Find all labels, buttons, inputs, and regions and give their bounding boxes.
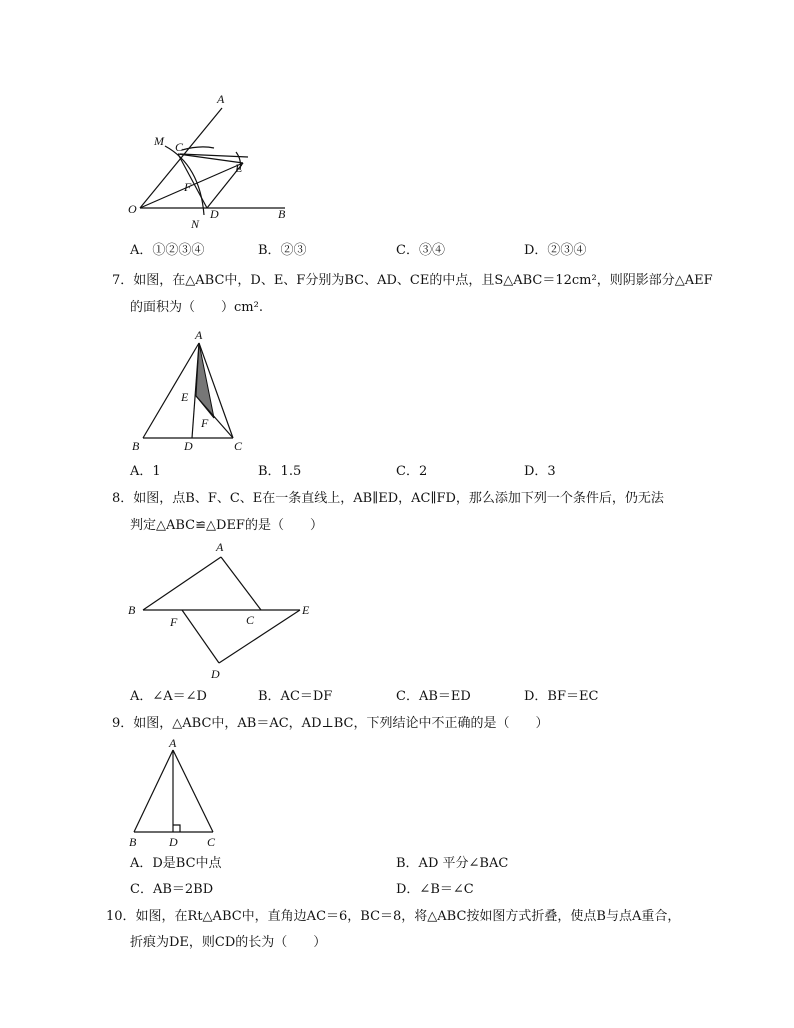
q7-label-F: F [201, 416, 209, 430]
q8-label-A: A [216, 540, 224, 554]
q9-option-c: C．AB＝2BD [130, 882, 214, 897]
q9-side-AC [173, 750, 213, 832]
q7-label-B: B [132, 439, 140, 453]
q8-option-d: D．BF＝EC [524, 689, 599, 704]
q6-option-d: D．②③④ [524, 243, 587, 258]
q8-option-b: B．AC＝DF [258, 689, 333, 704]
q7-label-A: A [195, 328, 203, 342]
q7-label-E: E [181, 390, 189, 404]
q7-option-a: A．1 [130, 464, 161, 479]
q8-option-c: C．AB＝ED [396, 689, 471, 704]
q8-label-F: F [170, 615, 178, 629]
q9-side-AB [134, 750, 173, 832]
q7-stem-line2: 的面积为（ ）cm². [130, 300, 263, 315]
q6-label-B: B [278, 207, 286, 221]
q7-label-C: C [234, 439, 243, 453]
q6-label-N: N [191, 217, 200, 231]
q8-label-E: E [302, 603, 310, 617]
q8-label-C: C [246, 613, 255, 627]
q8-label-B: B [128, 603, 136, 617]
q10-stem-line2: 折痕为DE，则CD的长为（ ） [130, 935, 327, 950]
q7-stem-line1: 7．如图，在△ABC中，D、E、F分别为BC、AD、CE的中点，且S△ABC＝12cm²，则阴影部分△AEF [112, 273, 713, 288]
q9-label-A: A [169, 736, 177, 750]
q9-label-D: D [169, 835, 178, 849]
q6-option-a: A．①②③④ [130, 243, 205, 258]
q6-label-A: A [217, 92, 225, 106]
q6-label-F: F [184, 180, 192, 194]
q6-label-C: C [175, 140, 184, 154]
q7-option-c: C．2 [396, 464, 428, 479]
q8-option-a: A．∠A＝∠D [130, 689, 207, 704]
q8-stem-line1: 8．如图，点B、F、C、E在一条直线上，AB∥ED，AC∥FD，那么添加下列一个条件后，仍无法 [112, 491, 664, 506]
q9-label-B: B [129, 835, 137, 849]
q9-option-a: A．D是BC中点 [130, 856, 222, 871]
q8-stem-line2: 判定△ABC≌△DEF的是（ ） [130, 518, 323, 533]
q7-option-b: B．1.5 [258, 464, 302, 479]
q10-stem-line1: 10．如图，在Rt△ABC中，直角边AC＝6，BC＝8，将△ABC按如图方式折叠，使点B与点A重合， [106, 909, 681, 924]
q6-label-E: E [235, 161, 243, 175]
q6-label-D: D [210, 207, 219, 221]
q6-label-M: M [154, 134, 164, 148]
q6-label-O: O [128, 202, 137, 216]
q9-label-C: C [207, 835, 216, 849]
q9-stem-line1: 9．如图，△ABC中，AB＝AC，AD⊥BC，下列结论中不正确的是（ ） [112, 716, 549, 731]
q9-option-d: D．∠B＝∠C [396, 882, 474, 897]
q8-label-D: D [211, 667, 220, 681]
q7-label-D: D [184, 439, 193, 453]
q9-option-b: B．AD 平分∠BAC [396, 856, 509, 871]
q6-option-b: B．②③ [258, 243, 307, 258]
q9-right-angle-mark [173, 825, 180, 832]
q7-option-d: D．3 [524, 464, 556, 479]
q6-option-c: C．③④ [396, 243, 445, 258]
